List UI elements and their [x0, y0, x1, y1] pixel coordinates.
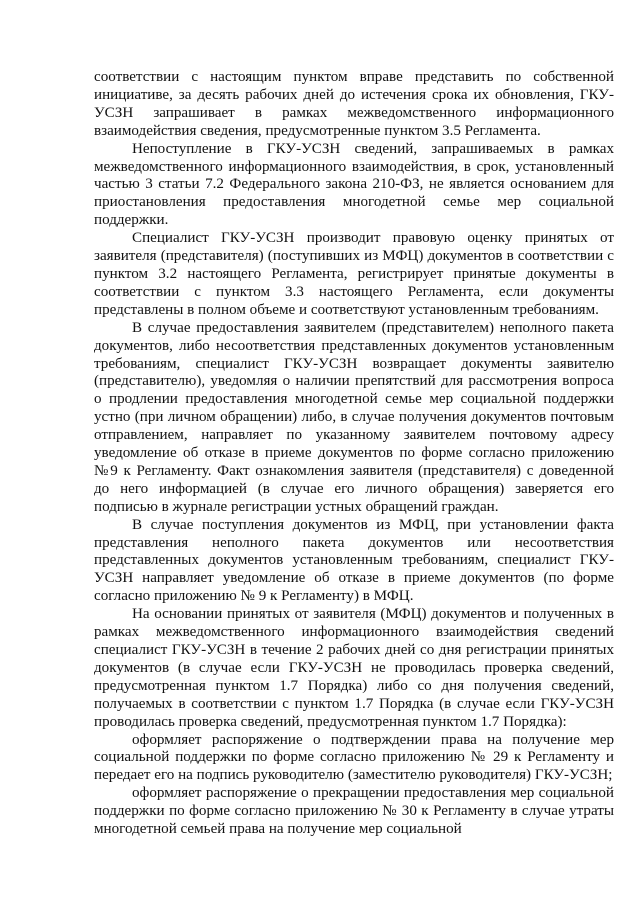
paragraph: соответствии с настоящим пунктом вправе представить по собственной инициативе, за десять рабочих дней до истечения срока их обновления, ГКУ-УСЗН запрашивает в рамках межведомственного информационного взаимодействия сведения, предусмотренные пунктом 3.5 Регламента. — [94, 69, 614, 139]
paragraph: оформляет распоряжение о прекращении предоставления мер социальной поддержки по форме согласно приложению № 30 к Регламенту в случае утраты многодетной семьей права на получение мер социальной — [94, 785, 614, 838]
paragraph: В случае поступления документов из МФЦ, при установлении факта представления неполного пакета документов или несоответствия представленных документов установленным требованиям, специалист ГКУ-УСЗН направляет уведомление об отказе в приеме документов (по форме согласно приложению № 9 к Регламенту) в МФЦ. — [94, 516, 614, 605]
paragraph: Специалист ГКУ-УСЗН производит правовую оценку принятых от заявителя (представителя) (поступивших из МФЦ) документов в соответствии с пунктом 3.2 настоящего Регламента, регистрирует принятые документы в соответствии с пунктом 3.3 настоящего Регламента, если документы представлены в полном объеме и соответствуют установленным требованиям. — [94, 230, 614, 318]
paragraph: Непоступление в ГКУ-УСЗН сведений, запрашиваемых в рамках межведомственного информационного взаимодействия, в срок, установленный частью 3 статьи 7.2 Федерального закона 210-ФЗ, не является основанием для приостановления предоставления многодетной семье мер социальной поддержки. — [94, 140, 614, 229]
document-body — [94, 69, 614, 839]
paragraph: На основании принятых от заявителя (МФЦ) документов и полученных в рамках межведомственного информационного взаимодействия сведений специалист ГКУ-УСЗН в течение 2 рабочих дней со дня регистрации принятых документов (в случае если ГКУ-УСЗН не проводилась проверка сведений, предусмотренная пунктом 1.7 Порядка) либо со дня получения сведений, получаемых в соответствии с пунктом 1.7 Порядка (в случае если ГКУ-УСЗН проводилась проверка сведений, предусмотренная пунктом 1.7 Порядка): — [94, 606, 614, 730]
paragraph: оформляет распоряжение о подтверждении права на получение мер социальной поддержки по форме согласно приложению № 29 к Регламенту и передает его на подпись руководителю (заместителю руководителя) ГКУ-УСЗН; — [94, 731, 614, 784]
paragraph: В случае предоставления заявителем (представителем) неполного пакета документов, либо несоответствия представленных документов установленным требованиям, специалист ГКУ-УСЗН возвращает документы заявителю (представителю), уведомляя о наличии препятствий для рассмотрения вопроса о продлении предоставления многодетной семье мер социальной поддержки устно (при личном обращении) либо, в случае получения документов почтовым отправлением, направляет по указанному заявителем почтовому адресу уведомление об отказе в приеме документов по форме согласно приложению №9 к Регламенту. Факт ознакомления заявителя (представителя) с доведенной до него информацией (в случае его личного обращения) заверяется его подписью в журнале регистрации устных обращений граждан. — [94, 319, 614, 515]
